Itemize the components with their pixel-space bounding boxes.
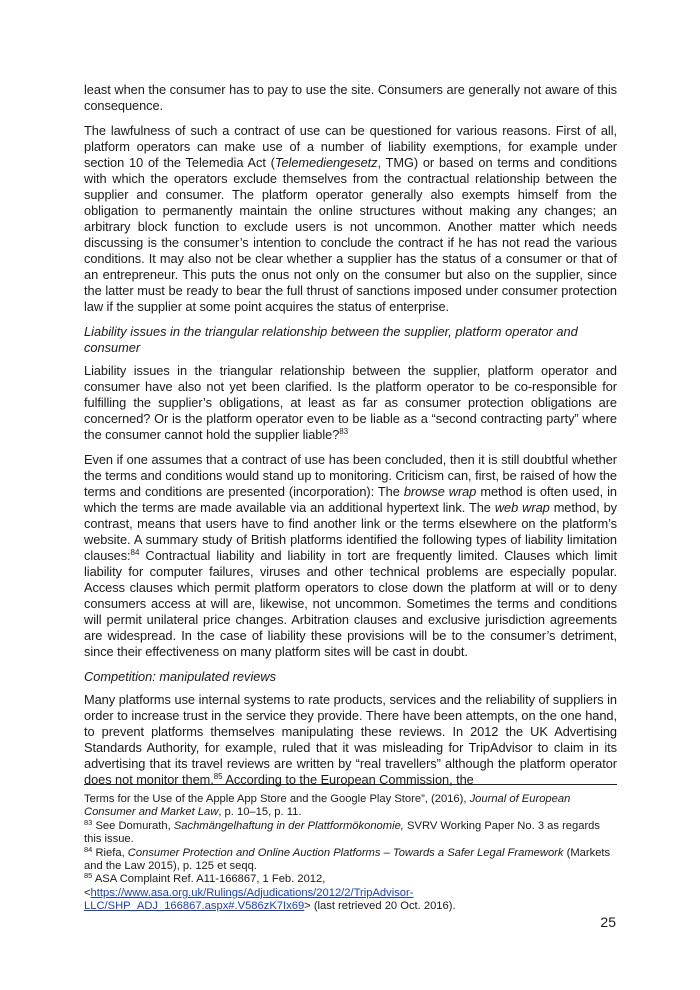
paragraph-text: , TMG) or based on terms and conditions with which the operators exclude themselves from the contractual relationship between the supplier and consumer. The platform operator generally also exempts himself from the obligation to permanently maintain the online structures without making any changes; an arbitrary block function to exclude users is not uncommon. Another matter which needs discussing is the consumer’s intention to conclude the contract if he has not read the various conditions. It may also not be clear whether a supplier has the status of a consumer or that of an entrepreneur. This puts the onus not only on the consumer but also on the supplier, since the latter must be ready to bear the full thrust of sanctions imposed under consumer protection law if the supplier at some point acquires the status of enterprise. xyxy=(84,155,617,314)
paragraph-text: Many platforms use internal systems to rate products, services and the reliability of suppliers in order to increase trust in the service they provide. There have been attempts, on the one hand, to prevent platforms themselves manipulating these reviews. In 2012 the UK Advertising Standards Authority, for example, ruled that it was misleading for TripAdvisor to claim in its advertising that its travel reviews are written by “real travellers” although the platform operator does not monitor them. xyxy=(84,692,617,787)
section-heading-liability xyxy=(84,324,617,356)
italic-term: browse wrap xyxy=(403,484,477,499)
paragraph-text: Even if one assumes that a contract of use has been concluded, then it is still doubtful whether the terms and conditions would stand up to monitoring. Criticism can, first, be raised of how the terms and conditions are presented (incorporation): The xyxy=(84,452,617,499)
footnote-text: SVRV Working Paper No. 3 as regards this issue. xyxy=(84,819,601,846)
footnote-ref-83[interactable]: 83 xyxy=(339,427,349,436)
paragraph-reviews xyxy=(84,692,617,788)
paragraph-text: method is often used, in which the terms are made available via an additional hypertext link. The xyxy=(84,484,617,515)
work-title: Sachmängelhaftung in der Plattformökonomie, xyxy=(173,819,404,832)
paragraph-liability-issues xyxy=(84,363,617,443)
paragraph-continuation xyxy=(84,82,617,114)
footnote-text: , p. 10–15, p. 11. xyxy=(218,806,302,819)
paragraph-text: The lawfulness of such a contract of use can be questioned for various reasons. First of all, platform operators can make use of a number of liability exemptions, for example under section 10 of the Telemedia Act ( xyxy=(84,123,617,170)
asa-ruling-link[interactable]: https://www.asa.org.uk/Rulings/Adjudications/2012/2/TripAdvisor-LLC/SHP_ADJ_166867.aspx#.V586zK7Ix69 xyxy=(84,886,414,913)
paragraph-text: least when the consumer has to pay to use the site. Consumers are generally not aware of this consequence. xyxy=(84,82,617,113)
footnote-number: 85 xyxy=(84,871,93,881)
page-number: 25 xyxy=(600,914,616,930)
paragraph-text: Liability issues in the triangular relationship between the supplier, platform operator and consumer have also not yet been clarified. Is the platform operator to be co-responsible for fulfilling the supplier’s obligations, at least as far as consumer protection obligations are concerned? Or is the platform operator even to be liable as a “second contracting party” where the consumer cannot hold the supplier liable? xyxy=(84,363,617,442)
footnote-text: ASA Complaint Ref. A11-166867, 1 Feb. 2012, xyxy=(92,873,326,886)
italic-term: Telemediengesetz xyxy=(274,155,378,170)
footnotes-section xyxy=(84,784,617,914)
footnote-text: < xyxy=(84,886,91,899)
footnote-85 xyxy=(84,873,617,913)
heading-text: Liability issues in the triangular relationship between the supplier, platform operator and consumer xyxy=(84,324,578,355)
footnote-divider xyxy=(84,784,617,785)
work-title: Consumer Protection and Online Auction Platforms – Towards a Safer Legal Framework xyxy=(127,846,564,859)
paragraph-text: According to the European Commission, the xyxy=(222,772,474,787)
footnote-text: See Domurath, xyxy=(92,819,174,832)
paragraph-terms-conditions xyxy=(84,452,617,660)
journal-title: Journal of European Consumer and Market Law xyxy=(84,793,571,819)
paragraph-lawfulness xyxy=(84,123,617,315)
footnote-number: 83 xyxy=(84,817,93,827)
section-heading-competition xyxy=(84,669,617,685)
footnote-continuation xyxy=(84,793,617,820)
footnote-text: Terms for the Use of the Apple App Store and the Google Play Store”, (2016), xyxy=(84,793,470,805)
footnote-number: 84 xyxy=(84,844,93,854)
footnote-text: > (last retrieved 20 Oct. 2016). xyxy=(304,900,456,913)
footnote-ref-85[interactable]: 85 xyxy=(213,772,223,781)
paragraph-text: Contractual liability and liability in tort are frequently limited. Clauses which limit liability for computer failures, viruses and other technical problems are especially popular. Access clauses which permit platform operators to close down the platform at will or to deny consumers access at will are, likewise, not uncommon. Sometimes the terms and conditions will permit unilateral price changes. Arbitration clauses and exclusive jurisdiction agreements are widespread. In the case of liability these provisions will be to the consumer’s detriment, since their effectiveness on many platform sites will be cast in doubt. xyxy=(84,548,617,659)
italic-term: web wrap xyxy=(494,500,550,515)
footnote-text: (Markets and the Law 2015), p. 125 et seqq. xyxy=(84,846,611,873)
page-body xyxy=(84,82,617,797)
footnote-83 xyxy=(84,817,617,847)
footnote-84 xyxy=(84,844,617,874)
footnote-text: Riefa, xyxy=(92,846,128,859)
footnote-ref-84[interactable]: 84 xyxy=(130,548,140,557)
heading-text: Competition: manipulated reviews xyxy=(84,669,277,684)
paragraph-text: method, by contrast, means that users have to find another link or the terms elsewhere on the platform’s website. A summary study of British platforms identified the following types of liability limitation clauses: xyxy=(84,500,617,563)
